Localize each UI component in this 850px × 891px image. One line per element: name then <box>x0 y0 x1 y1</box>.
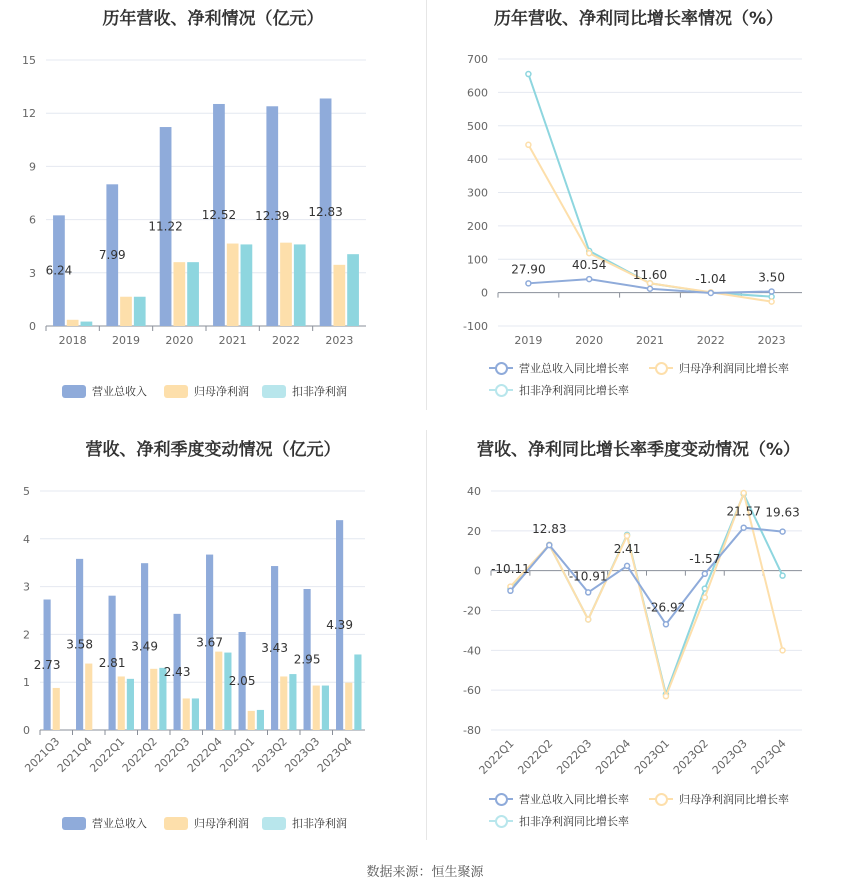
bar-parent-profit <box>215 652 222 730</box>
legend-swatch <box>489 383 513 397</box>
y-tick-label: 600 <box>467 86 488 100</box>
data-label: -1.04 <box>695 271 727 286</box>
legend-label: 扣非净利润同比增长率 <box>519 815 629 828</box>
legend-swatch <box>649 361 673 375</box>
legend-swatch <box>262 385 286 398</box>
x-tick-label: 2022Q4 <box>184 734 225 775</box>
legend-label: 归母净利润 <box>194 385 249 398</box>
data-label: 2.43 <box>163 664 191 679</box>
bar-nonrecurring-profit <box>354 654 361 730</box>
legend-item-parent-profit[interactable] <box>164 383 249 399</box>
x-tick-label: 2021Q4 <box>54 734 95 775</box>
y-tick-label: 1 <box>23 676 30 690</box>
data-label: 11.22 <box>148 219 183 234</box>
data-label: 2.81 <box>98 655 126 670</box>
point-revenue-growth <box>663 622 668 627</box>
y-tick-label: 20 <box>467 524 481 538</box>
point-nonrecurring-profit-growth <box>526 72 531 77</box>
legend-item-parent-profit-growth[interactable] <box>649 360 789 376</box>
y-tick-label: 15 <box>22 54 36 67</box>
quarterly-bar-chart <box>0 425 426 850</box>
bar-nonrecurring-profit <box>322 686 329 730</box>
legend-item-parent-profit[interactable] <box>164 815 249 831</box>
y-tick-label: 6 <box>29 213 36 227</box>
point-revenue-growth <box>526 281 531 286</box>
y-tick-label: -80 <box>463 724 481 737</box>
legend-label: 营业总收入同比增长率 <box>519 793 629 806</box>
data-label: 2.41 <box>613 541 641 556</box>
bar-parent-profit <box>150 669 157 730</box>
data-label: 12.52 <box>201 207 237 222</box>
data-label: 2.95 <box>293 652 321 667</box>
legend-label: 归母净利润同比增长率 <box>679 793 789 806</box>
data-label: 12.39 <box>255 209 290 224</box>
y-tick-label: -60 <box>463 684 481 698</box>
point-revenue-growth <box>648 286 653 291</box>
y-tick-label: 0 <box>474 564 481 578</box>
data-label: 3.49 <box>131 639 158 654</box>
chart-title: 营收、净利同比增长率季度变动情况（%） <box>476 440 801 460</box>
chart-title: 历年营收、净利同比增长率情况（%） <box>493 9 784 29</box>
legend-label: 扣非净利润 <box>292 817 347 830</box>
x-tick-label: 2019 <box>514 334 543 347</box>
legend-item-revenue[interactable] <box>62 383 147 399</box>
data-label: -10.91 <box>568 569 608 584</box>
point-revenue-growth <box>708 290 713 295</box>
legend-item-revenue-growth[interactable] <box>489 360 629 376</box>
y-tick-label: 300 <box>467 186 488 200</box>
point-revenue-growth <box>625 563 630 568</box>
bar-parent-profit <box>227 244 239 326</box>
bar-parent-profit <box>313 686 320 730</box>
legend-swatch <box>489 814 513 828</box>
legend-swatch <box>262 817 286 830</box>
y-tick-label: 0 <box>481 286 488 300</box>
data-label: 4.39 <box>326 618 353 633</box>
data-label: 19.63 <box>765 505 800 520</box>
point-revenue-growth <box>769 289 774 294</box>
legend <box>0 815 426 831</box>
bar-nonrecurring-profit <box>289 674 296 730</box>
x-tick-label: 2022 <box>272 334 300 347</box>
legend-label: 归母净利润 <box>194 817 249 830</box>
bar-parent-profit <box>173 262 185 326</box>
annual-growth-panel <box>427 0 850 410</box>
y-tick-label: 0 <box>23 724 30 737</box>
data-label: -26.92 <box>646 600 686 615</box>
x-tick-label: 2023Q3 <box>709 736 750 777</box>
y-tick-label: -20 <box>463 604 481 618</box>
annual-bar-chart <box>0 0 426 410</box>
bar-nonrecurring-profit <box>127 679 134 730</box>
data-label: 2.05 <box>228 674 256 689</box>
chart-title: 营收、净利季度变动情况（亿元） <box>85 440 341 460</box>
x-tick-label: 2022Q1 <box>476 736 517 777</box>
bar-parent-profit <box>53 688 60 730</box>
legend <box>427 360 850 400</box>
bar-nonrecurring-profit <box>241 244 253 326</box>
data-label: 12.83 <box>532 522 567 537</box>
x-tick-label: 2022Q3 <box>554 736 595 777</box>
quarterly-growth-line-chart <box>427 425 850 850</box>
x-tick-label: 2023Q1 <box>217 734 258 775</box>
bar-nonrecurring-profit <box>134 297 146 326</box>
series-line-nonrecurring-profit-growth <box>528 74 771 297</box>
bar-parent-profit <box>67 320 79 326</box>
annual-revenue-profit-panel <box>0 0 426 410</box>
legend-item-nonrecurring-profit-growth[interactable] <box>489 813 629 829</box>
legend-label: 营业总收入 <box>92 385 147 398</box>
legend-item-parent-profit-growth[interactable] <box>649 791 789 807</box>
bar-parent-profit <box>280 676 287 730</box>
bar-parent-profit <box>248 711 255 730</box>
x-tick-label: 2018 <box>58 334 87 347</box>
legend-item-revenue-growth[interactable] <box>489 791 629 807</box>
y-tick-label: 100 <box>467 253 488 267</box>
x-tick-label: 2022Q2 <box>515 736 556 777</box>
data-label: 21.57 <box>726 504 761 519</box>
legend-item-revenue[interactable] <box>62 815 147 831</box>
y-tick-label: 12 <box>22 107 36 121</box>
bar-nonrecurring-profit <box>257 710 264 730</box>
y-tick-label: 9 <box>29 160 36 174</box>
legend-swatch <box>649 792 673 806</box>
point-revenue-growth <box>780 529 785 534</box>
bar-parent-profit <box>118 676 125 730</box>
bar-parent-profit <box>280 243 292 326</box>
bar-parent-profit <box>345 683 352 730</box>
data-label: -10.11 <box>491 561 530 576</box>
data-label: 40.54 <box>572 258 607 273</box>
data-label: 27.90 <box>511 262 546 277</box>
point-parent-profit-growth <box>587 251 592 256</box>
y-tick-label: 3 <box>29 266 36 280</box>
legend-swatch <box>489 792 513 806</box>
bar-nonrecurring-profit <box>192 698 199 730</box>
data-label: 6.24 <box>45 263 73 278</box>
data-label: 2.73 <box>33 657 61 672</box>
y-tick-label: -100 <box>463 320 488 333</box>
point-parent-profit-growth <box>663 694 668 699</box>
data-label: 3.50 <box>758 270 785 285</box>
legend <box>427 791 850 831</box>
x-tick-label: 2019 <box>112 334 140 347</box>
y-tick-label: 700 <box>467 53 488 66</box>
legend-swatch <box>62 817 86 830</box>
annual-growth-line-chart <box>427 0 850 410</box>
point-parent-profit-growth <box>625 533 630 538</box>
y-tick-label: -40 <box>463 644 481 658</box>
x-tick-label: 2023Q1 <box>631 736 673 777</box>
y-tick-label: 200 <box>467 219 488 233</box>
y-tick-label: 0 <box>29 320 36 333</box>
point-nonrecurring-profit-growth <box>780 573 785 578</box>
legend-label: 归母净利润同比增长率 <box>679 362 789 375</box>
y-tick-label: 500 <box>467 119 488 133</box>
point-parent-profit-growth <box>702 595 707 600</box>
legend-item-nonrecurring-profit[interactable] <box>262 383 347 399</box>
point-parent-profit-growth <box>741 490 746 495</box>
x-tick-label: 2022Q1 <box>87 734 128 775</box>
data-label: 3.67 <box>196 635 223 650</box>
point-parent-profit-growth <box>769 299 774 304</box>
data-label: 7.99 <box>98 248 126 263</box>
point-revenue-growth <box>508 588 513 593</box>
legend-item-nonrecurring-profit[interactable] <box>262 815 347 831</box>
x-tick-label: 2022Q4 <box>593 736 634 777</box>
bar-nonrecurring-profit <box>81 322 93 326</box>
y-tick-label: 3 <box>23 580 30 594</box>
x-tick-label: 2023Q2 <box>249 734 290 775</box>
point-nonrecurring-profit-growth <box>769 294 774 299</box>
x-tick-label: 2023Q4 <box>314 734 355 775</box>
point-revenue-growth <box>702 571 707 576</box>
y-tick-label: 2 <box>23 628 30 642</box>
bar-nonrecurring-profit <box>224 653 231 730</box>
y-tick-label: 5 <box>23 485 30 498</box>
legend-item-nonrecurring-profit-growth[interactable] <box>489 382 629 398</box>
x-tick-label: 2020 <box>575 334 604 347</box>
quarterly-revenue-profit-panel <box>0 425 426 850</box>
chart-title: 历年营收、净利情况（亿元） <box>102 9 324 29</box>
bar-parent-profit <box>183 698 190 730</box>
x-tick-label: 2021Q3 <box>22 734 63 775</box>
x-tick-label: 2023 <box>757 334 786 347</box>
x-tick-label: 2023 <box>325 334 354 347</box>
data-source-note: 数据来源：恒生聚源 <box>366 865 484 880</box>
point-parent-profit-growth <box>780 648 785 653</box>
x-tick-label: 2022 <box>696 334 725 347</box>
bar-nonrecurring-profit <box>294 244 306 326</box>
legend-swatch <box>164 817 188 830</box>
y-tick-label: 4 <box>23 532 30 546</box>
data-label: 12.83 <box>308 205 343 220</box>
legend-swatch <box>164 385 188 398</box>
point-parent-profit-growth <box>586 617 591 622</box>
bar-parent-profit <box>85 664 92 730</box>
bar-parent-profit <box>120 297 132 326</box>
bar-nonrecurring-profit <box>187 262 199 326</box>
x-tick-label: 2020 <box>165 334 194 347</box>
legend-label: 扣非净利润同比增长率 <box>519 384 629 397</box>
legend <box>0 383 426 399</box>
data-label: 3.58 <box>66 637 93 652</box>
y-tick-label: 40 <box>467 485 481 498</box>
legend-swatch <box>62 385 86 398</box>
bar-parent-profit <box>333 265 345 326</box>
x-tick-label: 2021 <box>218 334 247 347</box>
x-tick-label: 2023Q3 <box>282 734 323 775</box>
x-tick-label: 2021 <box>636 334 664 347</box>
x-tick-label: 2023Q4 <box>748 736 789 777</box>
quarterly-growth-panel <box>427 425 850 850</box>
point-revenue-growth <box>587 277 592 282</box>
point-revenue-growth <box>547 543 552 548</box>
x-tick-label: 2022Q3 <box>152 734 193 775</box>
point-parent-profit-growth <box>526 142 531 147</box>
point-revenue-growth <box>741 525 746 530</box>
x-tick-label: 2023Q2 <box>670 736 711 777</box>
legend-label: 营业总收入同比增长率 <box>519 362 629 375</box>
x-tick-label: 2022Q2 <box>119 734 160 775</box>
data-label: 11.60 <box>632 267 668 282</box>
bar-nonrecurring-profit <box>347 254 359 326</box>
y-tick-label: 400 <box>467 153 488 167</box>
legend-swatch <box>489 361 513 375</box>
point-revenue-growth <box>586 590 591 595</box>
data-label: 3.43 <box>261 641 288 656</box>
data-label: -1.57 <box>689 551 721 566</box>
legend-label: 营业总收入 <box>92 817 147 830</box>
legend-label: 扣非净利润 <box>292 385 347 398</box>
